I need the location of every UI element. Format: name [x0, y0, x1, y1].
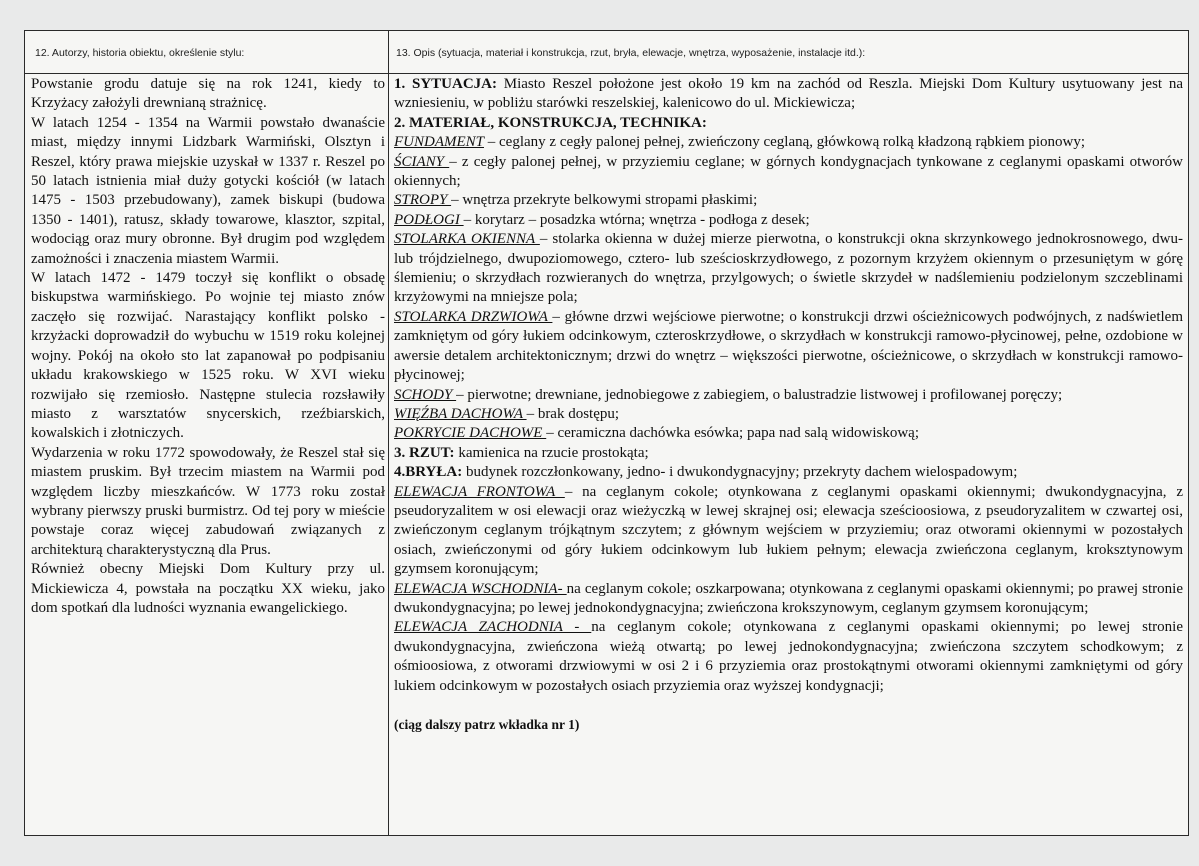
header-history: 12. Autorzy, historia obiektu, określenie stylu: — [35, 47, 245, 59]
item-label: ELEWACJA FRONTOWA — [394, 483, 565, 500]
item-label: ŚCIANY — [394, 153, 450, 170]
material-item — [394, 211, 1183, 230]
section-text: budynek rozczłonkowany, jedno- i dwukondygnacyjny; przekryty dachem wielospadowym; — [462, 464, 1018, 481]
item-label: STROPY — [394, 192, 452, 209]
history-paragraph: Również obecny Miejski Dom Kultury przy ul. Mickiewicza 4, powstała na początku XX wieku, jako dom spotkań dla ludności wyznania ewangelickiego. — [31, 561, 385, 616]
material-item — [394, 308, 1183, 386]
section-heading: 2. MATERIAŁ, KONSTRUKCJA, TECHNIKA: — [394, 114, 707, 131]
item-text: na ceglanym cokole; otynkowana z ceglanymi opaskami okiennymi; po lewej stronie dwukondygnacyjna, zwieńczona wieżą otwartą; po lewej jednokondygnacyjna; zwieńczona szczytem schodkowym; z ośmioosiowa, z otworami drzwiowymi w osi 2 i 6 przyziemia oraz prostokątnymi otworami okiennymi zamkniętymi od góry lukiem odcinkowym w pozostałych osiach przyziemia oraz wyższej kondygnacji; — [394, 619, 1183, 694]
description-column — [394, 75, 1183, 835]
material-item — [394, 386, 1183, 405]
item-label: POKRYCIE DACHOWE — [394, 425, 547, 442]
history-column — [31, 75, 385, 835]
item-text: – ceglany z cegły palonej pełnej, zwieńczony ceglaną, główkową rolką kładzoną rąbkiem pionowy; — [484, 134, 1086, 151]
item-text: – korytarz – posadzka wtórna; wnętrza - podłoga z desek; — [463, 211, 810, 228]
spacer — [394, 696, 1183, 715]
section-text: Miasto Reszel położone jest około 19 km na zachód od Reszla. Miejski Dom Kultury usytuowany jest na wzniesieniu, w pobliżu starówki reszelskiej, kalenicowo do ul. Mickiewicza; — [394, 76, 1183, 112]
item-text: – stolarka okienna w dużej mierze pierwotna, o konstrukcji okna skrzynkowego jednokrosnowego, dwu- lub trójdzielnego, dwupoziomowego, cztero- lub sześcioskrzydłowego, z pozornym krzyżem okiennym o przesuniętym w górę ślemieniu; o skrzydłach rozwieranych do wnętrza, przylgowych; o świetle skrzydeł w nadślemieniu podzielonym szczeblinami krzyżowymi na mniejsze pola; — [394, 231, 1183, 306]
material-item — [394, 191, 1183, 210]
history-paragraph: W latach 1254 - 1354 na Warmii powstało dwanaście miast, między innymi Lidzbark Warmiński, Olsztyn i Reszel, który prawa miejskie uzyskał w 1337 r. Reszel po 50 latach istnienia miał duży gotycki kościół (w latach 1475 - 1503 przebudowany), zamek biskupi (budowa 1350 - 1401), ratusz, składy towarowe, klasztor, szpital, wodociąg oraz mury obronne. Był drugim pod względem zamożności i znaczenia miastem Warmii. — [31, 114, 385, 267]
item-label: ELEWACJA WSCHODNIA- — [394, 580, 567, 597]
section-heading: 3. RZUT: — [394, 444, 455, 461]
history-paragraph: W latach 1472 - 1479 toczył się konflikt o obsadę biskupstwa warmińskiego. Po wojnie tej miasto znów zaczęło się rozwijać. Narastający konflikt polsko - krzyżacki doprowadził do wybuchu w 1519 roku kolejnej wojny. Pokój na około sto lat zapanował po podpisaniu układu krakowskiego w 1525 roku. W XVI wieku rozwijało się rzemiosło. Następne stulecia rozsławiły miasto z warsztatów snycerskich, rzeźbiarskich, kowalskich i złotniczych. — [31, 270, 385, 442]
section-form — [394, 463, 1183, 482]
item-label: ELEWACJA ZACHODNIA - — [394, 619, 592, 636]
item-text: – brak dostępu; — [526, 405, 620, 422]
material-item — [394, 133, 1183, 152]
section-heading: 1. SYTUACJA: — [394, 76, 498, 92]
item-text: – pierwotne; drewniane, jednobiegowe z zabiegiem, o balustradzie listwowej i profilowanej poręczy; — [456, 386, 1063, 403]
record-sheet — [24, 30, 1189, 836]
item-text: na ceglanym cokole; oszkarpowana; otynkowana z ceglanymi opaskami okiennymi; po prawej stronie dwukondygnacyjna; po lewej jednokondygnacyjna; zwieńczona krokszynowym, ceglanym gzymsem koronującym; — [394, 580, 1183, 616]
item-label: SCHODY — [394, 386, 457, 403]
continuation-note: (ciąg dalszy patrz wkładka nr 1) — [394, 717, 580, 732]
item-text: – główne drzwi wejściowe pierwotne; o konstrukcji drzwi ościeżnicowych podwójnych, z nadświetlem zamkniętym od góry łukiem odcinkowym, czteroskrzydłowe, o skrzydłach w konstrukcji ramowo-płycinowej, pełne, ozdobione w awersie detalem architektonicznym; drzwi do wnętrz – większości pierwotne, ościeżnicowe, o skrzydłach w konstrukcji ramowo-płycinowej; — [394, 308, 1183, 384]
section-situation — [394, 75, 1183, 114]
elevation-item — [394, 618, 1183, 696]
item-text: – wnętrza przekryte belkowymi stropami płaskimi; — [451, 192, 758, 209]
header-row — [25, 31, 1188, 74]
history-paragraph: Powstanie grodu datuje się na rok 1241, kiedy to Krzyżacy założyli drewnianą strażnicę. — [31, 76, 385, 112]
history-paragraph: Wydarzenia w roku 1772 spowodowały, że Reszel stał się miastem pruskim. Był trzecim miastem na Warmii pod względem liczby mieszkańców. W 1773 roku został wybrany pierwszy pruski burmistrz. Od tej pory w mieście powstaje coraz więcej zabudowań związanych z architekturą charakterystyczną dla Prus. — [31, 444, 385, 558]
item-text: – ceramiczna dachówka esówka; papa nad salą widowiskową; — [546, 425, 920, 442]
item-label: PODŁOGI — [394, 211, 464, 228]
material-item — [394, 424, 1183, 443]
column-divider — [388, 31, 389, 835]
elevation-item — [394, 580, 1183, 619]
section-text: kamienica na rzucie prostokąta; — [454, 444, 649, 461]
item-label: FUNDAMENT — [394, 134, 484, 151]
item-text: – z cegły palonej pełnej, w przyziemiu ceglane; w górnych kondygnacjach tynkowane z ceglanymi opaskami otworów okiennych; — [394, 153, 1183, 190]
item-label: STOLARKA DRZWIOWA — [394, 308, 553, 325]
section-heading: 4.BRYŁA: — [394, 464, 463, 481]
section-plan — [394, 444, 1183, 463]
material-item — [394, 153, 1183, 192]
material-item — [394, 230, 1183, 308]
elevation-item — [394, 483, 1183, 580]
item-label: WIĘŹBA DACHOWA — [394, 405, 527, 422]
item-text: – na ceglanym cokole; otynkowana z ceglanymi opaskami okiennymi; dwukondygnacyjna, z pseudoryzalitem w osi elewacji oraz wieżyczką w lewej skrajnej osi; elewacja sześcioosiowa, z pseudoryzalitem w czwartej osi, zwieńczonym ceglanym trójkątnym szczytem; z głównym wejściem w przyziemiu; oraz otworami okiennymi w pozostałych osiach, zwieńczonymi od góry łukiem odcinkowym lub łukiem pełnym; elewacja zwieńczona ceglanym, kroksztynowym gzymsem koronującym; — [394, 483, 1183, 578]
header-description: 13. Opis (sytuacja, materiał i konstrukcja, rzut, bryła, elewacje, wnętrza, wyposażenie, instalacje itd.): — [396, 47, 866, 59]
item-label: STOLARKA OKIENNA — [394, 231, 540, 248]
material-item — [394, 405, 1183, 424]
